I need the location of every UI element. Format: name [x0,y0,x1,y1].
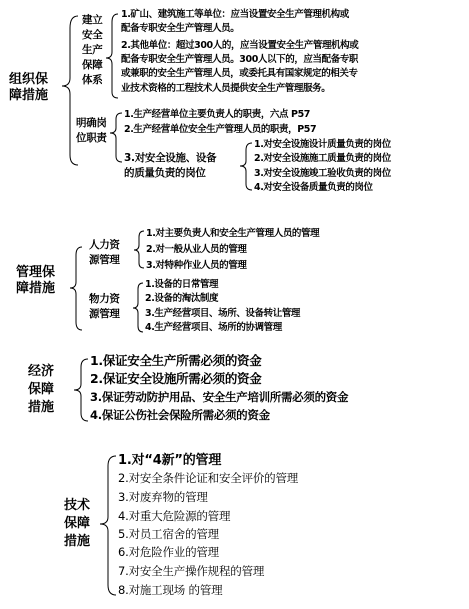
org-sub2-brace [110,113,122,162]
mgmt-material-item: 2.设备的淘汰制度 [145,293,219,304]
tech-item: 3.对废弃物的管理 [118,490,208,504]
tech-title-line-3: 措施 [64,534,91,549]
mgmt-hr-item: 1.对主要负责人和安全生产管理人员的管理 [146,228,320,239]
org-sub1-item: 或兼职的安全生产管理人员，或委托具有国家规定的相关专 [121,68,358,79]
tech-item: 2.对安全条件论证和安全评价的管理 [118,471,299,485]
org-sub1-item: 业技术资格的工程技术人员提供安全生产管理服务。 [121,83,331,94]
tech-item: 6.对危险作业的管理 [118,545,219,559]
mgmt-material-brace [133,283,143,332]
mgmt-material-item: 4.生产经营项目、场所的协调管理 [145,322,282,333]
org-sub1-brace [106,14,118,98]
org-sub2-title-2: 位职责 [76,132,107,144]
mgmt-title-line-1: 管理保 [16,265,56,280]
org-sub1-item: 2.其他单位：超过300人的，应当设置安全生产管理机构或 [121,40,359,51]
org-item3-brace [240,143,252,190]
mgmt-title-line-2: 障措施 [16,281,56,296]
mgmt-hr-title-2: 源管理 [89,254,120,266]
tech-item: 8.对施工现场 的管理 [118,583,223,597]
org-item3-sub: 2.对安全设施施工质量负责的岗位 [254,153,391,164]
eco-item: 4.保证公伤社会保险所需必须的资金 [90,408,270,422]
org-item3-sub: 3.对安全设施竣工验收负责的岗位 [254,168,391,179]
org-item3-line-1: 3.对安全设施、设备 [124,152,217,164]
org-sub2-item: 1.生产经营单位主要负责人的职责，六点 P57 [124,109,311,120]
mgmt-hr-item: 3.对特种作业人员的管理 [146,260,247,271]
tech-title-line-2: 保障 [64,516,91,531]
org-sub1-title-3: 生产 [82,44,103,56]
tech-item: 7.对安全生产操作规程的管理 [118,564,265,578]
org-item3-sub: 4.对安全设备质量负责的岗位 [254,182,373,193]
org-sub1-title-1: 建立 [82,14,103,26]
eco-item: 1.保证安全生产所需必须的资金 [90,353,262,368]
org-item3-sub: 1.对安全设施设计质量负责的岗位 [254,139,391,150]
eco-title-line-3: 措施 [28,400,55,415]
mgmt-main-brace [70,247,82,330]
mgmt-material-title-2: 源管理 [89,308,120,320]
org-sub1-item: 配备专职安全生产管理人员。 [121,23,240,34]
mgmt-material-item: 1.设备的日常管理 [145,279,219,290]
eco-item: 2.保证安全设施所需必须的资金 [90,371,262,386]
org-sub1-title-2: 安全 [82,29,103,41]
tech-title-line-1: 技术 [64,498,91,513]
org-item3-line-2: 的质量负责的岗位 [124,167,206,179]
eco-title-line-2: 保障 [28,382,55,397]
org-sub1-item: 配备专职安全生产管理人员。300人以下的，应当配备专职 [121,54,359,65]
org-title-line-2: 障措施 [9,88,49,103]
mgmt-material-item: 3.生产经营项目、场所、设备转让管理 [145,308,301,319]
org-sub1-item: 1.矿山、建筑施工等单位：应当设置安全生产管理机构或 [121,9,349,20]
tech-item: 5.对员工宿舍的管理 [118,527,219,541]
mgmt-material-title-1: 物力资 [89,293,120,305]
org-sub2-item: 2.生产经营单位安全生产管理人员的职责，P57 [124,124,317,135]
org-sub2-title-1: 明确岗 [76,117,107,129]
tech-item: 4.对重大危险源的管理 [118,509,231,523]
tech-brace [100,456,116,595]
mgmt-hr-brace [134,231,144,268]
mgmt-hr-title-1: 人力资 [89,239,120,251]
org-sub1-title-5: 体系 [82,74,103,86]
eco-brace [74,359,88,421]
org-title-line-1: 组织保 [9,72,49,87]
org-sub1-title-4: 保障 [82,59,103,71]
mgmt-hr-item: 2.对一般从业人员的管理 [146,244,247,255]
tech-item: 1.对“4新”的管理 [118,453,222,468]
eco-title-line-1: 经济 [28,364,55,379]
eco-item: 3.保证劳动防护用品、安全生产培训所需必须的资金 [90,390,349,404]
